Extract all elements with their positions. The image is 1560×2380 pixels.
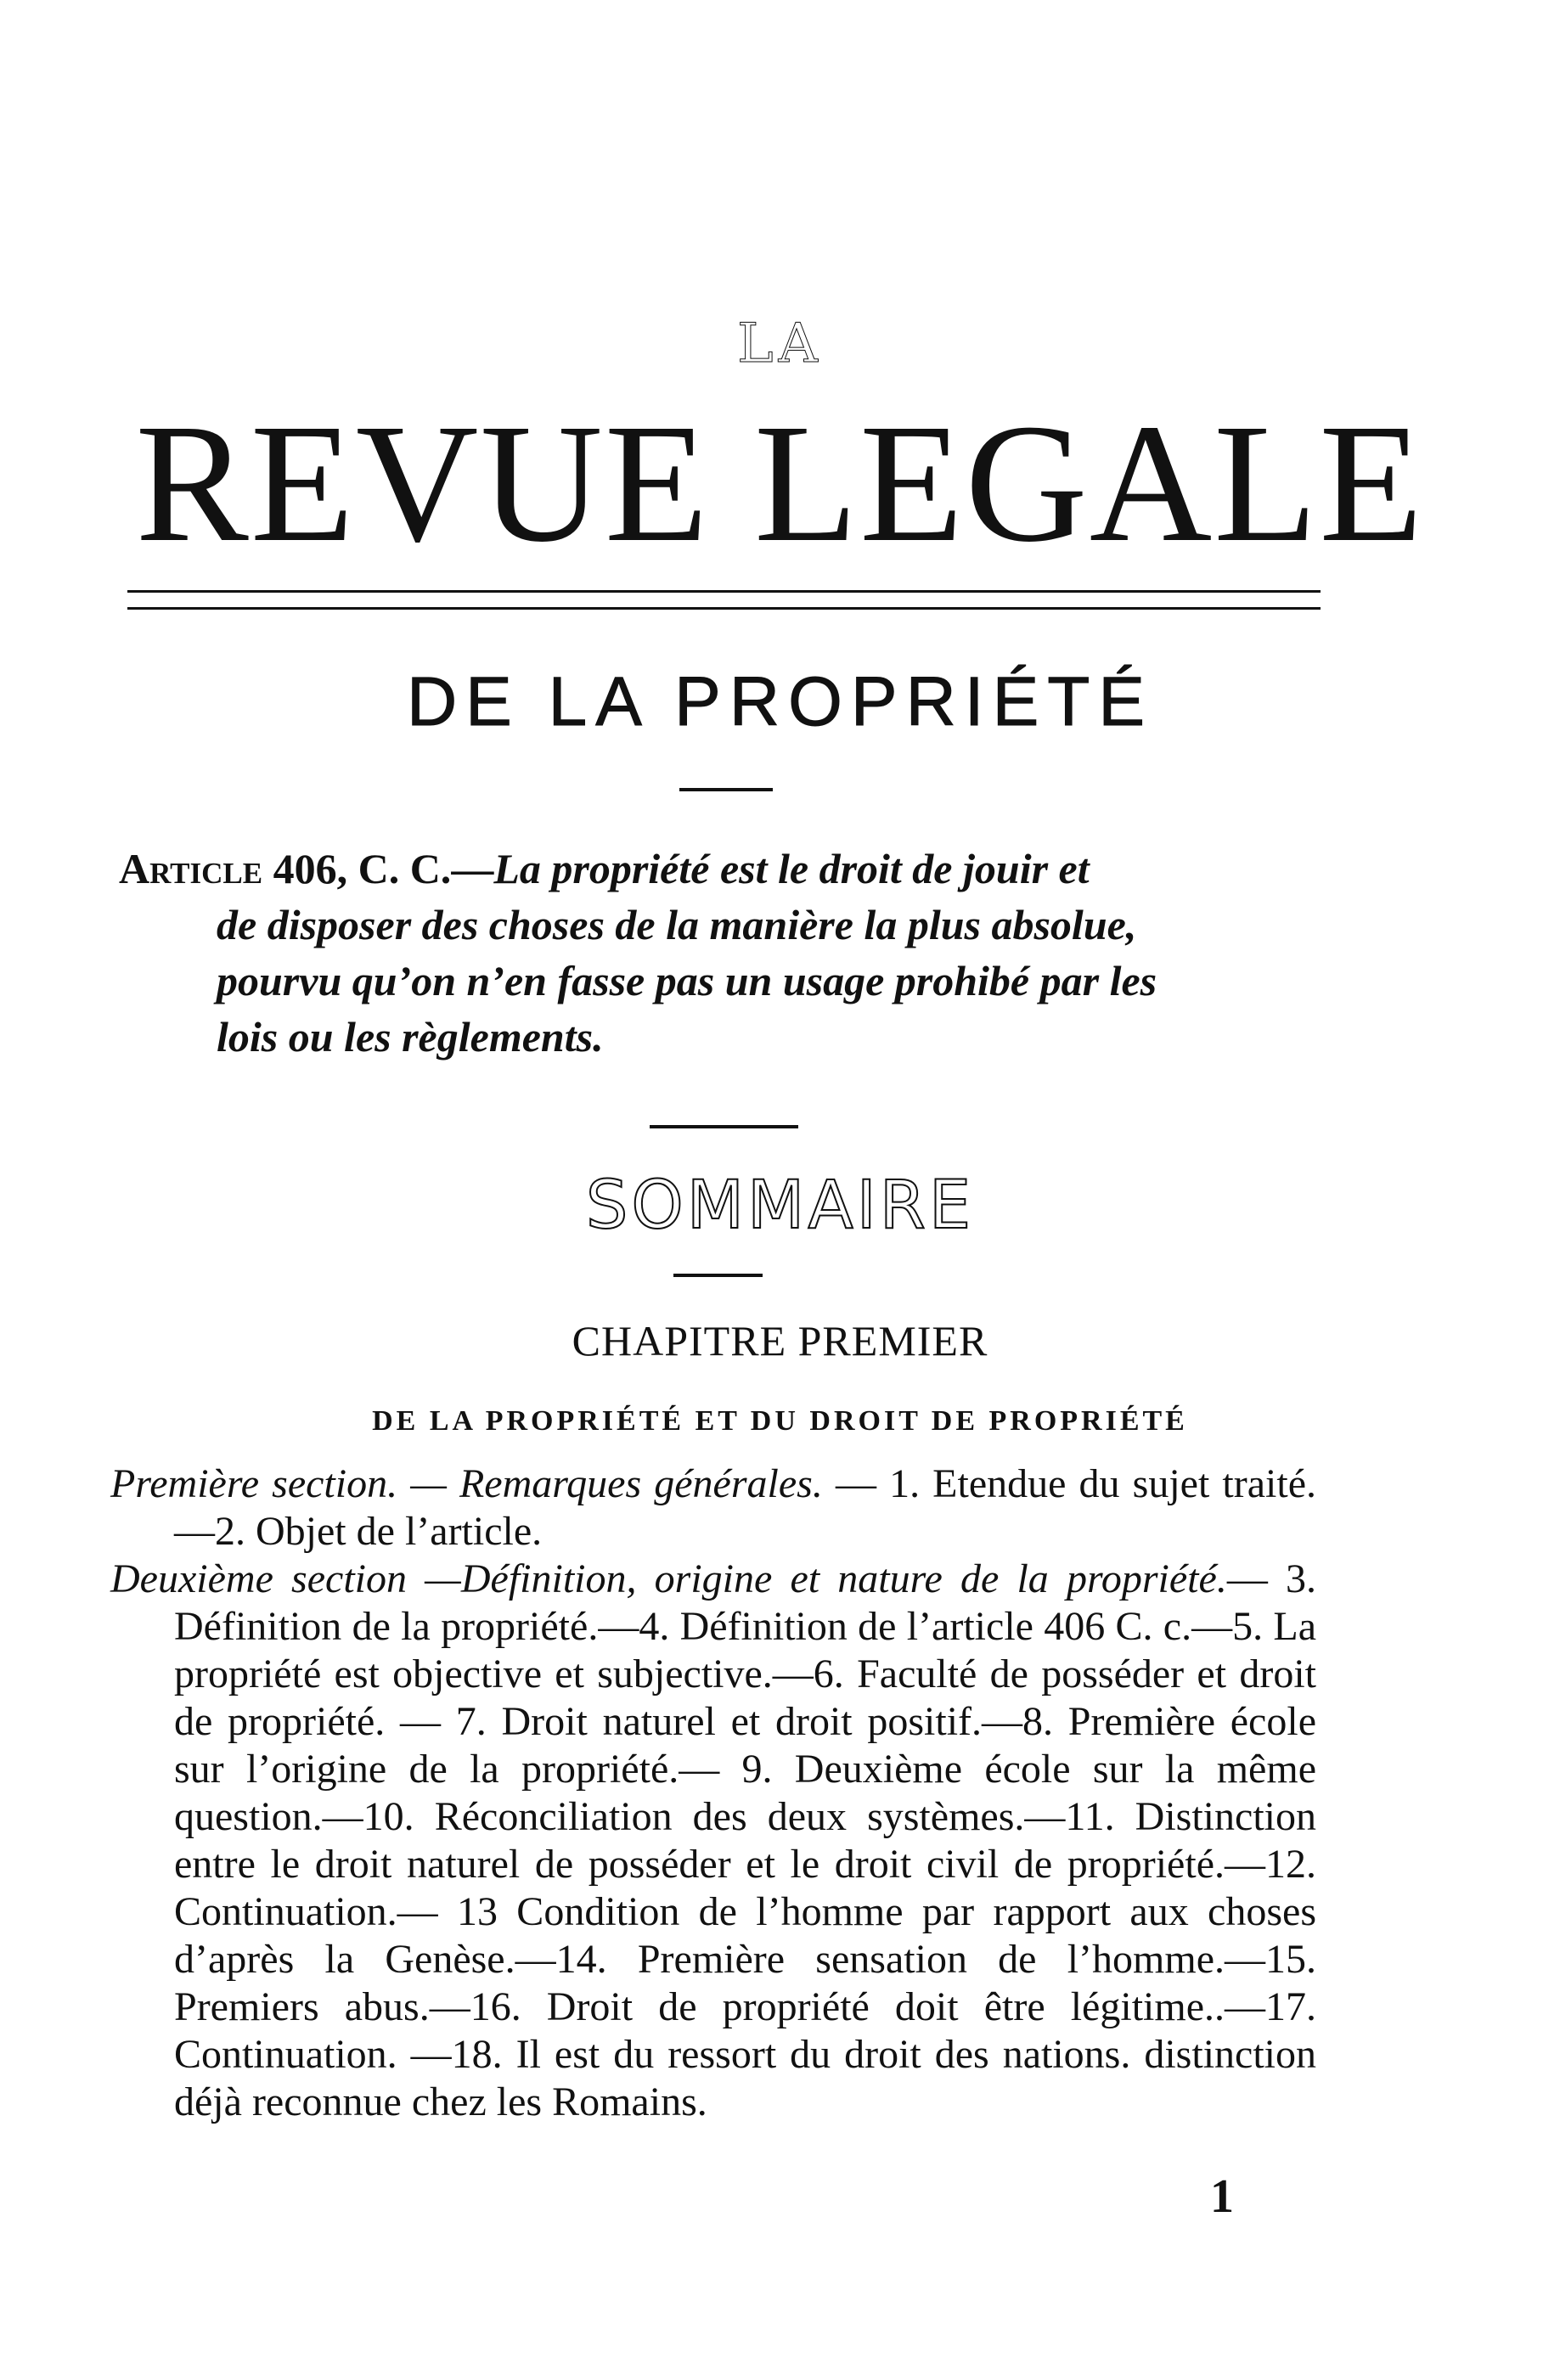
chapter-subtitle: DE LA PROPRIÉTÉ ET DU DROIT DE PROPRIÉTÉ [372,1405,1188,1437]
section-title: Première section. — Remarques générales. [110,1461,823,1506]
section-body: — 3. Définition de la propriété.—4. Définition de l’article 406 C. c.—5. La propriété est objective et subjective.—6. Faculté de posséder et droit de propriété. — 7. Droit naturel et droit positif.—8. Première école sur l’origine de la propriété.— 9. Deuxième école sur la même question.—10. Réconciliation des deux systèmes.—11. Distinction entre le droit naturel de posséder et le droit civil de propriété.—12. Continuation.— 13 Condition de l’homme par rapport aux choses d’après la Genèse.—14. Première sensation de l’homme.—15. Premiers abus.—16. Droit de propriété doit être légitime..—17. Continuation. —18. Il est du ressort du droit des nations. distinction déjà reconnue chez les Romains. [174,1556,1316,2124]
divider-rule [673,1274,763,1277]
divider-rule [679,788,773,791]
masthead-subtitle: DE LA PROPRIÉTÉ [406,663,1154,740]
section-title: Deuxième section —Définition, origine et nature de la propriété. [110,1556,1227,1601]
article-text-line: lois ou les règlements. [217,1013,604,1061]
summary-section-1 [110,1460,1316,1556]
sommaire-heading: SOMMAIRE [585,1167,975,1244]
article-dash: — [451,845,494,892]
article-epigraph [119,841,1333,1065]
page-number: 1 [1210,2170,1234,2223]
masthead-article-word: LA [737,312,823,375]
masthead-rule-bottom [127,607,1321,610]
masthead-rule-top [127,590,1321,593]
article-label: Article 406, C. C. [119,845,452,892]
section-body: — 1. Etendue du sujet traité.—2. Objet de l’article. [174,1461,1316,1554]
summary-body [110,1460,1316,2126]
article-text-line: de disposer des choses de la manière la plus absolue, [217,901,1137,948]
masthead-title: REVUE LEGALE [135,390,1425,577]
chapter-title: CHAPITRE PREMIER [572,1317,988,1364]
article-text-line: pourvu qu’on n’en fasse pas un usage prohibé par les [217,957,1157,1004]
divider-rule [650,1125,798,1128]
summary-section-2 [110,1556,1316,2126]
article-text-line: La propriété est le droit de jouir et [493,845,1090,892]
